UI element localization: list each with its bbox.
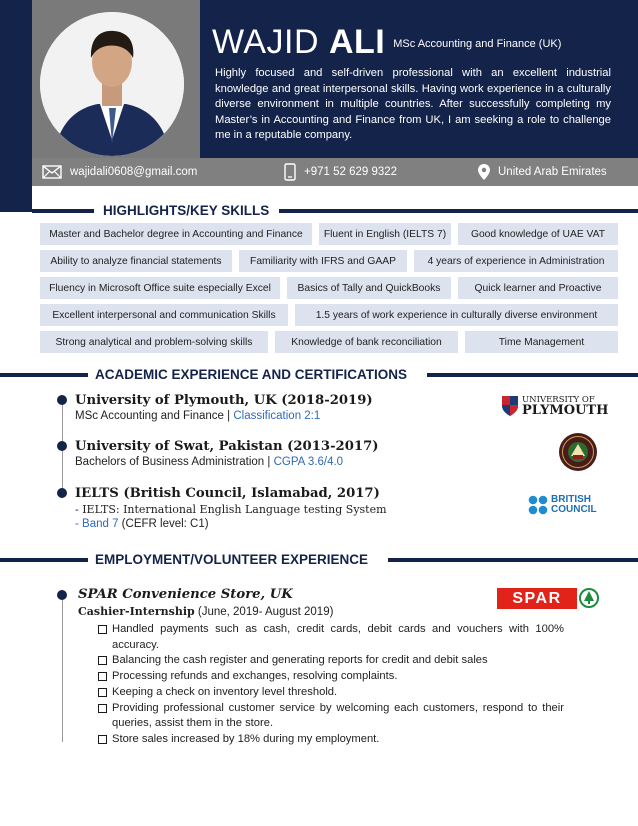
heading-rule-left <box>0 373 88 377</box>
timeline-dot <box>57 590 67 600</box>
spar-logo <box>497 588 599 609</box>
skill-chip: Basics of Tally and QuickBooks <box>287 277 451 299</box>
phone-text: +971 52 629 9322 <box>304 166 398 178</box>
heading-rule-right <box>427 373 638 377</box>
skills-title: HIGHLIGHTS/KEY SKILLS <box>103 203 270 218</box>
plymouth-logo-line2: PLYMOUTH <box>522 403 609 418</box>
skills-row <box>40 277 618 299</box>
location-pin-icon <box>478 164 490 180</box>
heading-rule-right <box>388 558 638 562</box>
degree-label: MSc Accounting and Finance (UK) <box>393 38 562 50</box>
skill-chip: Excellent interpersonal and communication Skills <box>40 304 288 326</box>
list-item: Processing refunds and exchanges, resolving complaints. <box>98 669 564 685</box>
employment-section-heading <box>0 551 638 569</box>
british-council-line1: BRITISH <box>551 494 591 505</box>
degree-text: MSc Accounting and Finance <box>75 410 224 422</box>
skills-row <box>40 331 618 353</box>
email-text: wajidali0608@gmail.com <box>70 166 198 178</box>
list-item: Store sales increased by 18% during my employment. <box>98 732 564 748</box>
employer-name: SPAR Convenience Store, UK <box>78 587 293 602</box>
skills-row <box>40 304 618 326</box>
skills-row <box>40 250 618 272</box>
skills-grid <box>40 223 618 358</box>
cgpa-text: CGPA 3.6/4.0 <box>273 456 344 468</box>
skill-chip: Familiarity with IFRS and GAAP <box>239 250 407 272</box>
crest-icon <box>502 396 518 416</box>
role-period: (June, 2019- August 2019) <box>194 606 334 618</box>
british-council-dots-icon <box>528 495 548 515</box>
british-council-logo <box>528 494 608 516</box>
academic-section-heading <box>0 366 638 384</box>
first-name: WAJID <box>212 23 320 61</box>
profile-summary: Highly focused and self-driven professional with an excellent industrial knowledge and great interpersonal skills. Having work experience in a culturally diverse environment in multiple countries. After successfully completing my Master’s in Accounting and Finance from UK, I am seeking a role to challenge me in a reputable company. <box>215 67 611 142</box>
employment-timeline <box>62 596 63 742</box>
skill-chip: Fluency in Microsoft Office suite especially Excel <box>40 277 280 299</box>
spar-text: SPAR <box>512 589 562 607</box>
education-title-plymouth: University of Plymouth, UK (2018-2019) <box>75 393 373 408</box>
contact-phone[interactable] <box>284 158 397 186</box>
skill-chip: Knowledge of bank reconciliation <box>275 331 458 353</box>
skill-chip: Ability to analyze financial statements <box>40 250 232 272</box>
heading-rule-left <box>0 558 88 562</box>
education-detail-plymouth <box>75 410 320 422</box>
list-item: Providing professional customer service by welcoming each customers, respond to their queries, assist them in the store. <box>98 701 564 732</box>
education-title-ielts: IELTS (British Council, Islamabad, 2017) <box>75 486 380 501</box>
skills-row <box>40 223 618 245</box>
education-title-swat: University of Swat, Pakistan (2013-2017) <box>75 439 379 454</box>
plymouth-logo <box>500 395 609 419</box>
classification-text: Classification 2:1 <box>233 410 321 422</box>
location-text: United Arab Emirates <box>498 166 607 178</box>
skill-chip: Master and Bachelor degree in Accounting and Finance <box>40 223 312 245</box>
education-detail-swat <box>75 456 343 468</box>
ielts-line-1: - IELTS: International English Language testing System <box>75 503 387 516</box>
skill-chip: 1.5 years of work experience in culturally diverse environment <box>295 304 618 326</box>
role-title: Cashier-Internship <box>78 605 195 618</box>
job-role <box>78 605 333 618</box>
job-duties-list <box>98 622 564 748</box>
list-item: Balancing the cash register and generating reports for credit and debit sales <box>98 653 564 669</box>
separator: | <box>264 456 274 468</box>
last-name: ALI <box>328 23 386 61</box>
skill-chip: Fluent in English (IELTS 7) <box>319 223 451 245</box>
university-seal-icon <box>558 432 598 472</box>
skill-chip: Strong analytical and problem-solving skills <box>40 331 268 353</box>
phone-icon <box>284 163 296 181</box>
contact-bar <box>32 158 638 186</box>
separator: | <box>223 410 234 422</box>
skill-chip: Quick learner and Proactive <box>458 277 618 299</box>
spar-wordmark <box>497 588 577 609</box>
timeline-dot <box>57 395 67 405</box>
timeline-dot <box>57 488 67 498</box>
british-council-line2: COUNCIL <box>551 504 597 515</box>
timeline-dot <box>57 441 67 451</box>
list-item: Handled payments such as cash, credit cards, debit cards and vouchers with 100% accuracy. <box>98 622 564 653</box>
profile-photo <box>40 12 184 156</box>
dash: - <box>75 518 83 530</box>
contact-email[interactable] <box>42 158 197 186</box>
skills-section-heading <box>0 202 638 220</box>
plymouth-logo-line1: UNIVERSITY OF <box>522 395 595 405</box>
heading-rule-left <box>32 209 94 213</box>
swat-university-seal <box>558 432 598 472</box>
degree-text: Bachelors of Business Administration <box>75 456 265 468</box>
contact-location <box>478 158 607 186</box>
skill-chip: Good knowledge of UAE VAT <box>458 223 618 245</box>
heading-rule-right <box>279 209 638 213</box>
academic-title: ACADEMIC EXPERIENCE AND CERTIFICATIONS <box>95 367 408 382</box>
skill-chip: 4 years of experience in Administration <box>414 250 618 272</box>
mail-icon <box>42 165 62 179</box>
ielts-line-2 <box>75 518 209 530</box>
band-text: Band 7 <box>82 518 119 530</box>
spar-tree-icon <box>579 588 599 608</box>
list-item: Keeping a check on inventory level threshold. <box>98 685 564 701</box>
cefr-text: (CEFR level: C1) <box>118 518 209 530</box>
skill-chip: Time Management <box>465 331 618 353</box>
candidate-name <box>212 24 561 62</box>
employment-title: EMPLOYMENT/VOLUNTEER EXPERIENCE <box>95 552 369 567</box>
